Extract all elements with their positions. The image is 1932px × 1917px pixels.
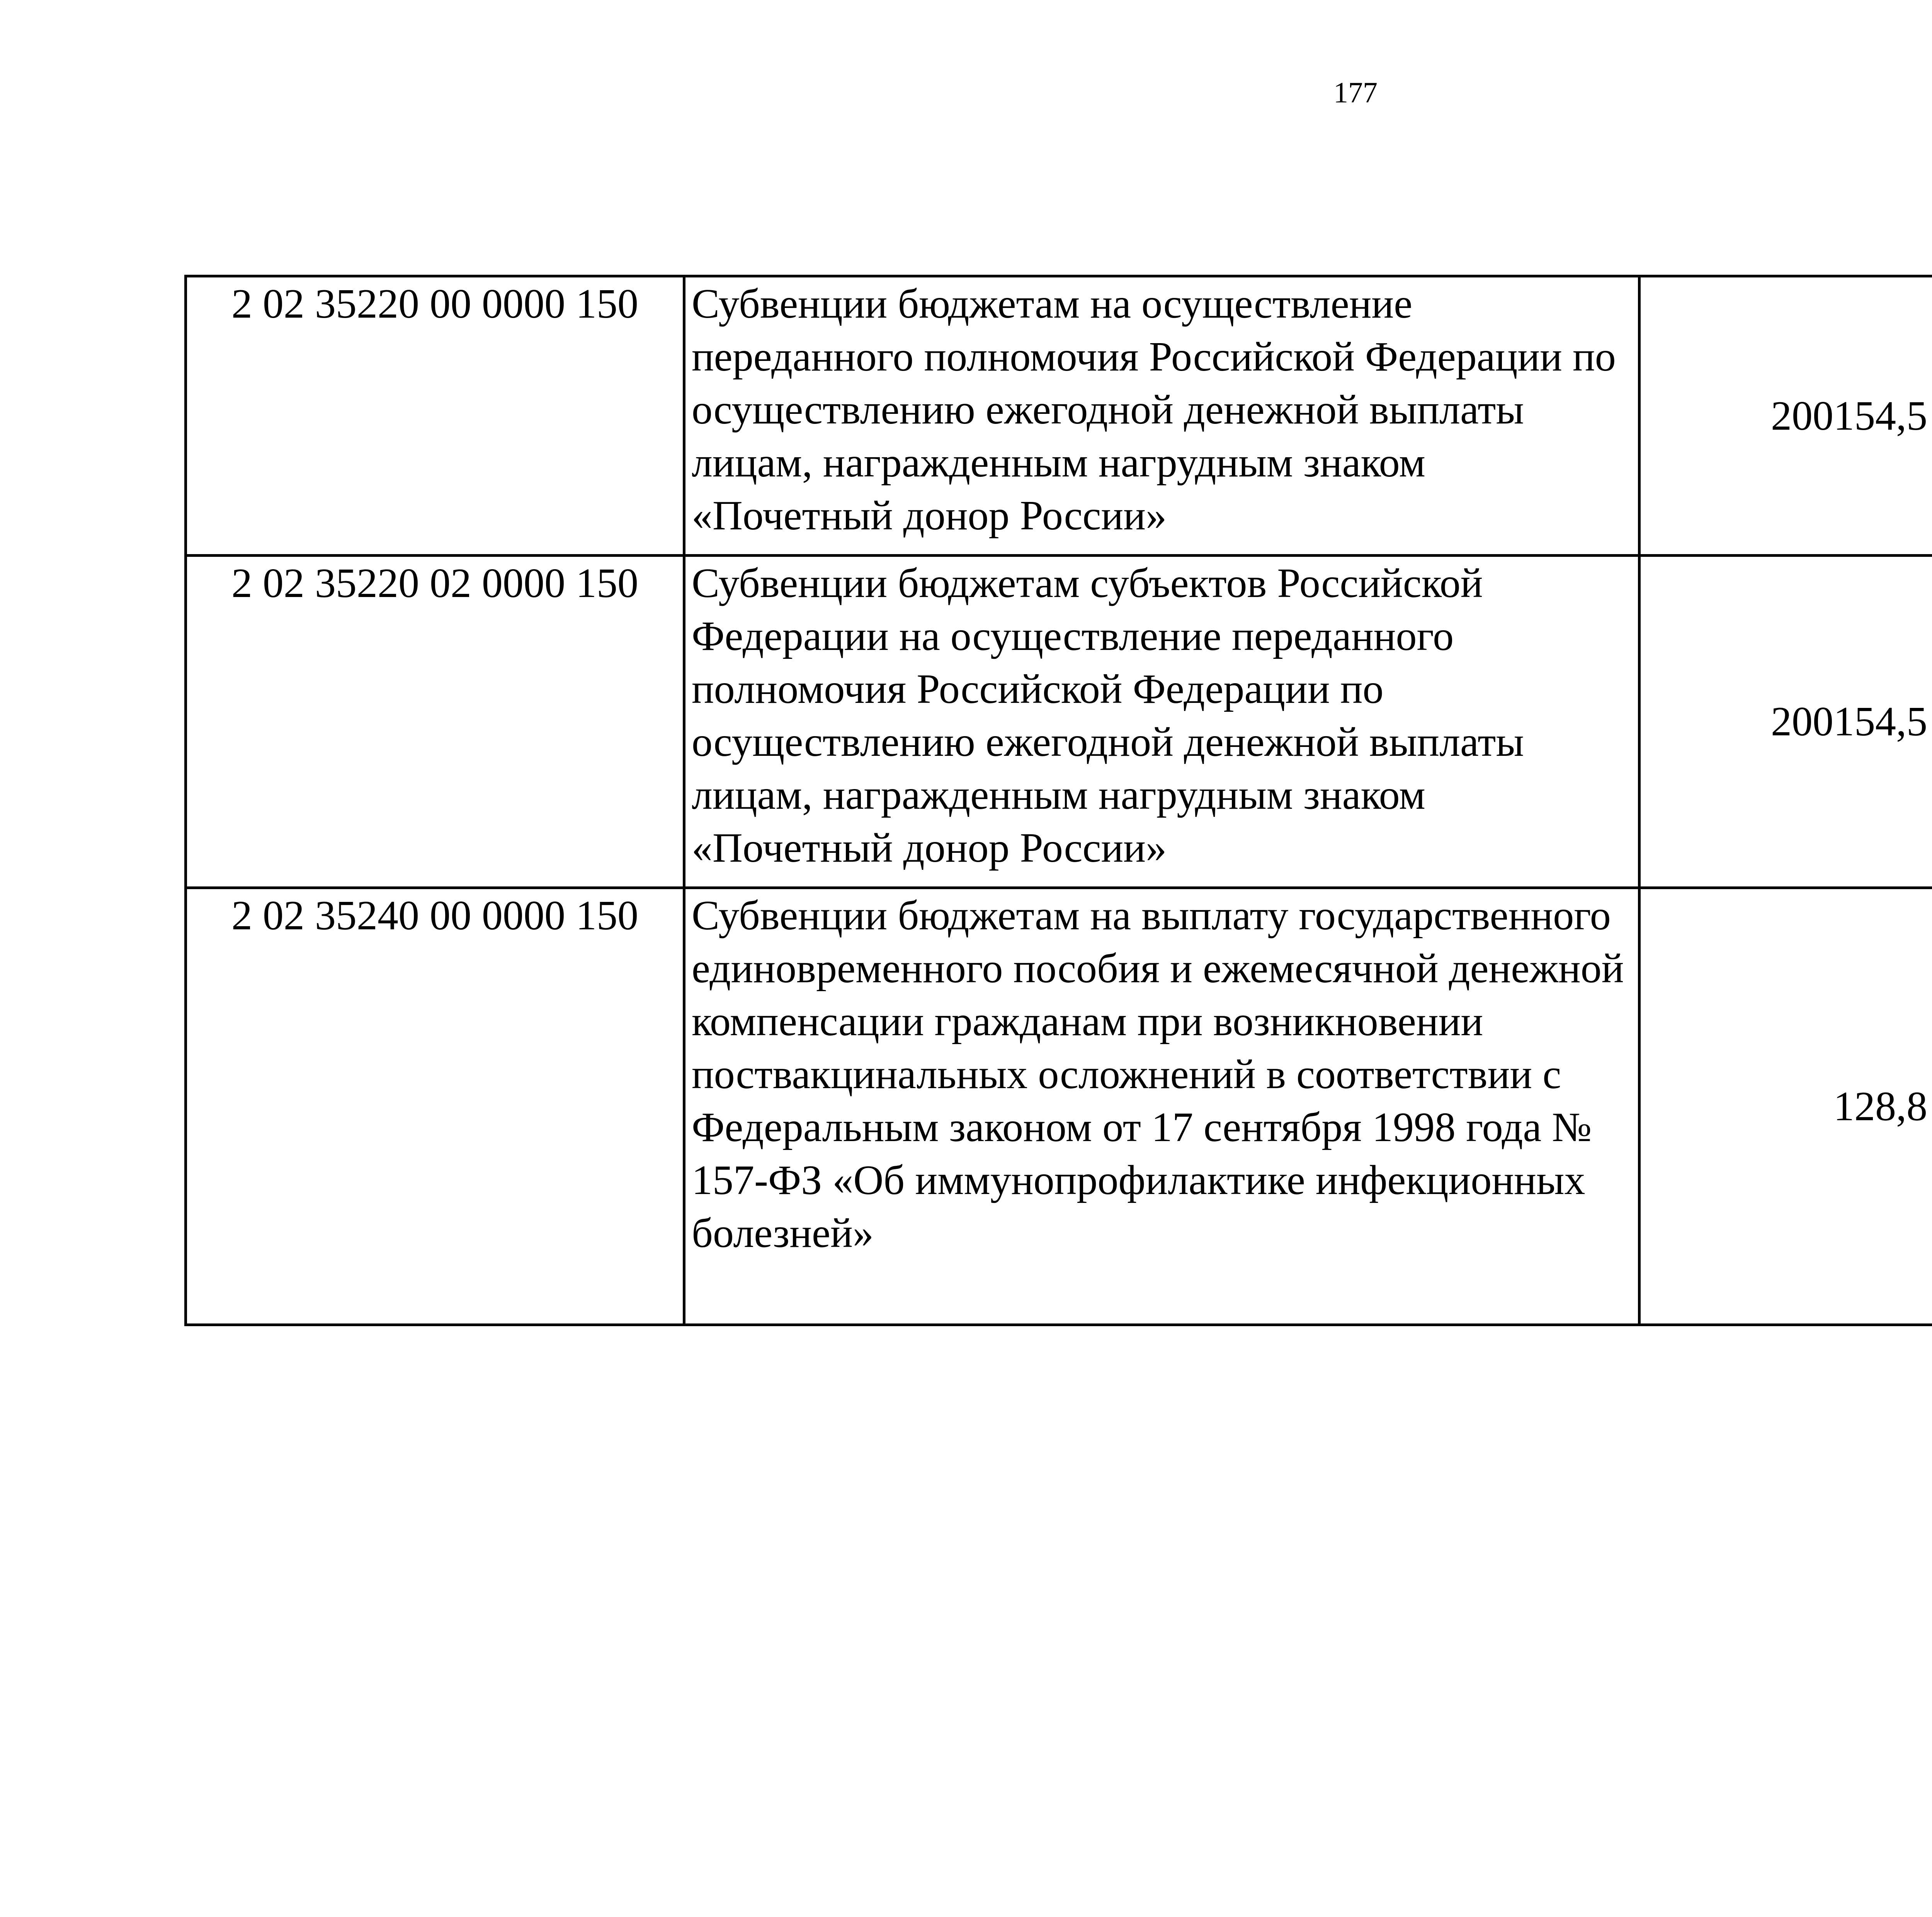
budget-code-cell: 2 02 35220 02 0000 150 — [186, 556, 684, 888]
value-cell-1: 200154,5 — [1639, 276, 1932, 556]
page-number: 177 — [1333, 77, 1378, 109]
budget-code-cell: 2 02 35220 00 0000 150 — [186, 276, 684, 556]
table-row — [186, 888, 1932, 1325]
budget-table — [184, 275, 1932, 1326]
budget-code-cell: 2 02 35240 00 0000 150 — [186, 888, 684, 1325]
value-cell-1: 200154,5 — [1639, 556, 1932, 888]
table-row — [186, 276, 1932, 556]
description-cell: Субвенции бюджетам на осуществление переданного полномочия Российской Федерации по осуществлению ежегодной денежной выплаты лицам, награжденным нагрудным знаком «Почетный донор России» — [684, 276, 1639, 556]
table-row — [186, 556, 1932, 888]
description-cell: Субвенции бюджетам на выплату государственного единовременного пособия и ежемесячной денежной компенсации гражданам при возникновении поствакцинальных осложнений в соответствии с Федеральным законом от 17 сентября 1998 года № 157-ФЗ «Об иммунопрофилактике инфекционных болезней» — [684, 888, 1639, 1325]
description-cell: Субвенции бюджетам субъектов Российской Федерации на осуществление переданного полномочия Российской Федерации по осуществлению ежегодной денежной выплаты лицам, награжденным нагрудным знаком «Почетный донор России» — [684, 556, 1639, 888]
value-cell-1: 128,8 — [1639, 888, 1932, 1325]
